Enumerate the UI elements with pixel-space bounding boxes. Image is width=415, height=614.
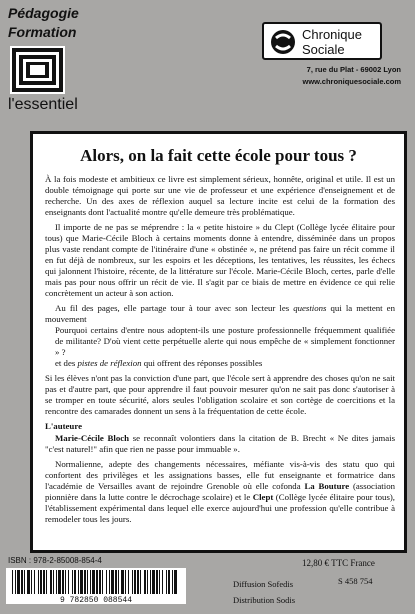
barcode-bar bbox=[27, 570, 30, 594]
barcode-bar bbox=[102, 570, 103, 594]
barcode-bar bbox=[96, 570, 98, 594]
barcode-bar bbox=[78, 570, 79, 594]
barcode-bar bbox=[159, 570, 160, 594]
book-title: Alors, on la fait cette école pour tous ? bbox=[80, 146, 357, 165]
series-line1: Pédagogie bbox=[8, 5, 79, 21]
blurb-panel bbox=[30, 131, 407, 553]
barcode-bar bbox=[140, 570, 141, 594]
blurb-text bbox=[45, 174, 395, 529]
distribution-info bbox=[233, 576, 295, 608]
publisher-logo bbox=[262, 22, 382, 60]
barcode-bar bbox=[147, 570, 148, 594]
barcode-bar bbox=[174, 570, 177, 594]
barcode-bar bbox=[111, 570, 114, 594]
question-1: Pourquoi certains d'entre nous adoptent-ils une posture professionnelle fréquemment qualifiée de militante? D'où vient cette perpétuelle alerte qui nous empêche de « simplement fonctionner » ? bbox=[55, 325, 395, 357]
publisher-mark-icon bbox=[270, 29, 296, 55]
barcode-bar bbox=[84, 570, 86, 594]
publisher-address bbox=[255, 64, 401, 88]
barcode-bar bbox=[132, 570, 133, 594]
barcode-bar bbox=[15, 570, 16, 594]
barcode-bar bbox=[166, 570, 167, 594]
barcode-bar bbox=[31, 570, 32, 594]
barcode-bar bbox=[106, 570, 107, 594]
barcode-bar bbox=[121, 570, 124, 594]
barcode-bar bbox=[144, 570, 146, 594]
paragraph-3: Au fil des pages, elle partage tour à tour avec son lecteur les questions qui la mettent en mouvement bbox=[45, 303, 395, 324]
barcode-bar bbox=[125, 570, 126, 594]
barcode-bar bbox=[156, 570, 158, 594]
barcode-bar bbox=[74, 570, 76, 594]
barcode-bar bbox=[40, 570, 42, 594]
barcode-bar bbox=[92, 570, 95, 594]
author-heading: L'auteure bbox=[45, 421, 82, 431]
publisher-street: 7, rue du Plat - 69002 Lyon bbox=[306, 65, 401, 74]
barcode-bar bbox=[168, 570, 170, 594]
barcode-bar bbox=[38, 570, 39, 594]
paragraph-1: À la fois modeste et ambitieux ce livre est simplement sérieux, honnête, original et utile. Il est un double témoignage qui porte sur une vie de professeur et une expérience d'enseignement et de recherche. Un des axes de réflexion auquel sa lecture incite est celui de la formation des enseignants dont l'actualité montre qu'elle demeure très problématique. bbox=[45, 174, 395, 217]
barcode-bar bbox=[43, 570, 45, 594]
barcode-bar bbox=[128, 570, 129, 594]
barcode-bar bbox=[87, 570, 88, 594]
reference-code: S 458 754 bbox=[338, 576, 373, 586]
distribution: Distribution Sodis bbox=[233, 595, 296, 605]
barcode-bar bbox=[17, 570, 20, 594]
barcode-bar bbox=[53, 570, 54, 594]
series-label bbox=[8, 4, 79, 42]
barcode-bar bbox=[46, 570, 47, 594]
price: 12,80 € TTC France bbox=[302, 558, 375, 568]
barcode-bar bbox=[162, 570, 163, 594]
collection-logo bbox=[10, 46, 65, 94]
barcode-bar bbox=[50, 570, 52, 594]
barcode-bar bbox=[58, 570, 61, 594]
barcode-bar bbox=[150, 570, 151, 594]
barcode-bar bbox=[109, 570, 110, 594]
barcode-bar bbox=[68, 570, 69, 594]
barcode-bar bbox=[72, 570, 73, 594]
barcode-bar bbox=[65, 570, 66, 594]
question-2: et des pistes de réflexion qui offrent des réponses possibles bbox=[55, 358, 263, 368]
barcode-bar bbox=[21, 570, 23, 594]
barcode-bar bbox=[12, 570, 13, 594]
barcode-bar bbox=[24, 570, 25, 594]
barcode bbox=[6, 568, 186, 604]
barcode-bar bbox=[90, 570, 91, 594]
barcode-bar bbox=[137, 570, 139, 594]
barcode-bar bbox=[172, 570, 173, 594]
barcode-bar bbox=[115, 570, 117, 594]
paragraph-2: Il importe de ne pas se méprendre : la « petite histoire » du Clept (Collège lycée élitaire pour tous) que Marie-Cécile Bloch à certains moments donne à entendre, disséminée dans un propos plus vaste rendant compte de l'itinéraire d'une « obstinée », ne prétend pas faire un récit comme il en fut déjà de nombreux, sur les espoirs et les déceptions, les tentatives, les réussites, les échecs qui jalonnent l'histoire, récente, de la littérature sur l'école. Marie-Cécile Bloch, certes, parle d'elle mais pas pour nous offrir un récit de vie. Il s'agit par ce biais de mettre en évidence ce qui relie concrètement un acteur à son action. bbox=[45, 222, 395, 298]
barcode-bar bbox=[62, 570, 64, 594]
isbn: ISBN : 978-2-85008-854-4 bbox=[8, 556, 102, 565]
collection-name: l'essentiel bbox=[8, 96, 78, 113]
series-line2: Formation bbox=[8, 24, 77, 40]
barcode-bar bbox=[34, 570, 35, 594]
barcode-bar bbox=[99, 570, 101, 594]
author-paragraph-2: Normalienne, adepte des changements nécessaires, méfiante vis-à-vis des statu quo qui confortent des privilèges et les assignations basses, elle fut enseignante et formatrice dans l'académie de Versailles avant de rejoindre Grenoble où elle cofonda La Bouture (association pionnière dans la lutte contre le décrochage scolaire) et le Clept (Collège lycée élitaire pour tous), l'établissement expérimental dans lequel elle exerce aujourd'hui une profession qu'elle contribue à remodeler tous les jours. bbox=[45, 459, 395, 524]
publisher-website: www.chroniquesociale.com bbox=[302, 77, 401, 86]
barcode-bar bbox=[134, 570, 136, 594]
diffusion: Diffusion Sofedis bbox=[233, 579, 294, 589]
barcode-bar bbox=[80, 570, 83, 594]
paragraph-4: Si les élèves n'ont pas la conviction d'une part, que l'école sert à apprendre des choses qu'on ne sait pas et d'autre part, que pour apprendre il faut pouvoir mesurer qu'on ne sait pas donc s'autoriser à se tromper en toute sécurité, alors seules l'obligation scolaire et son cortège de coercitions et la rencontre des camarades donnent un sens à la fréquentation de cette école. bbox=[45, 373, 395, 416]
barcode-digits: 9 782850 088544 bbox=[59, 596, 133, 604]
publisher-name: Chronique Sociale bbox=[302, 27, 362, 57]
author-paragraph-1: Marie-Cécile Bloch se reconnaît volontiers dans la citation de B. Brecht « Ne dites jamais "c'est naturel!" afin que rien ne passe pour immuable ». bbox=[45, 433, 396, 454]
barcode-bar bbox=[118, 570, 119, 594]
barcode-bar bbox=[152, 570, 155, 594]
barcode-bar bbox=[56, 570, 57, 594]
